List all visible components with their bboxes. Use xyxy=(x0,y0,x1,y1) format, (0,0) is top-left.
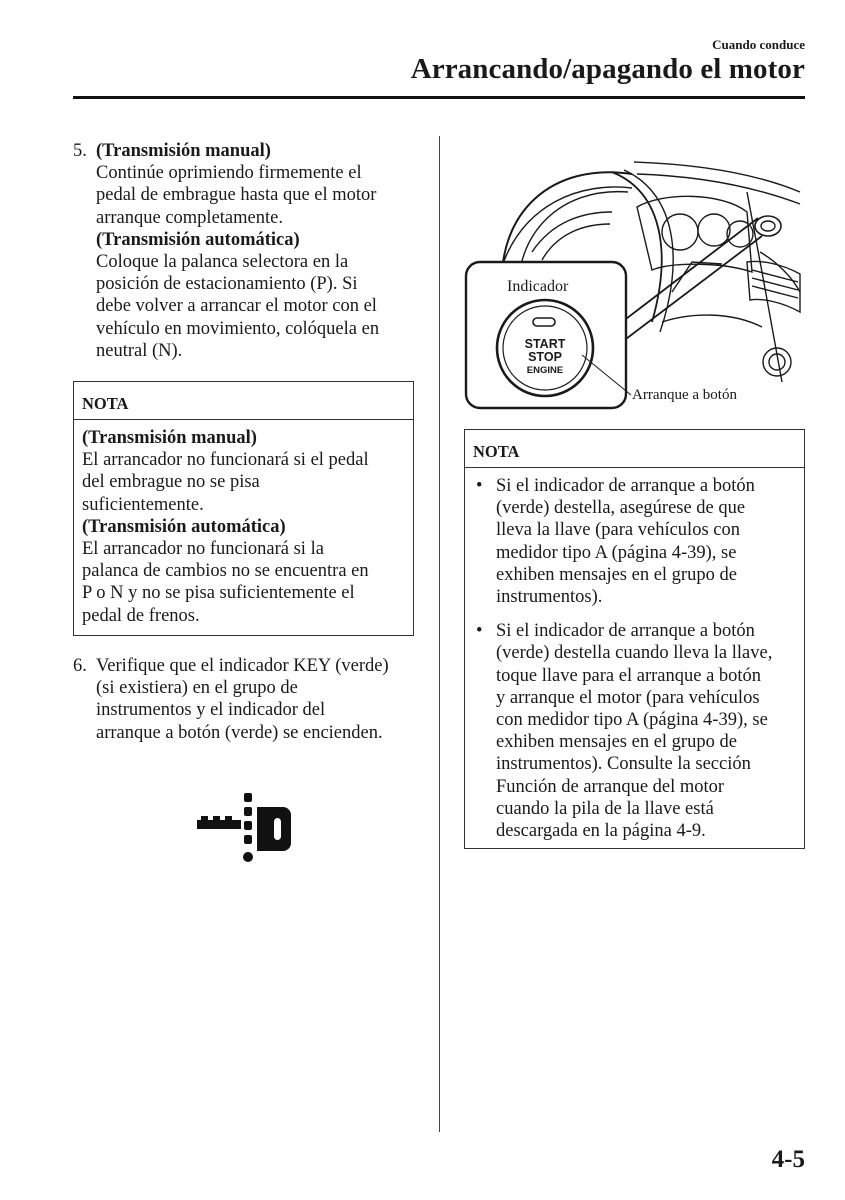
callout-line xyxy=(622,218,758,322)
dashboard-start-button xyxy=(755,216,781,236)
step-5-line: Coloque la palanca selectora en la xyxy=(96,252,349,273)
note-line: (Transmisión manual) xyxy=(82,428,257,448)
note-box xyxy=(73,381,414,636)
column-divider xyxy=(439,136,440,1132)
step-5-line: (Transmisión automática) xyxy=(96,229,300,250)
step-6-line: (si existiera) en el grupo de xyxy=(96,678,298,699)
bullet-dot: • xyxy=(476,621,483,642)
note-line: toque llave para el arranque a botón xyxy=(496,665,762,686)
step-number: 5. xyxy=(73,141,87,161)
note-line: P o N y no se pisa suficientemente el xyxy=(82,583,355,604)
button-text-start: START xyxy=(524,337,566,351)
note-line: (verde) destella, asegúrese de que xyxy=(496,498,746,519)
note-line: Si el indicador de arranque a botón xyxy=(496,621,755,642)
button-text-engine: ENGINE xyxy=(526,365,564,376)
step-5-line: (Transmisión manual) xyxy=(96,141,271,161)
note-line: instrumentos). xyxy=(496,587,603,608)
note-line: lleva la llave (para vehículos con xyxy=(496,520,740,541)
header-divider xyxy=(73,96,805,99)
section-name: Cuando conduce xyxy=(712,37,805,52)
note-line: (Transmisión automática) xyxy=(82,516,286,537)
note-line: exhiben mensajes en el grupo de xyxy=(496,732,737,753)
page-number: 4-5 xyxy=(771,1146,805,1173)
note-body xyxy=(465,468,804,842)
note-line: pedal de frenos. xyxy=(82,605,200,626)
instrument-gauge xyxy=(698,214,730,246)
steering-wheel xyxy=(500,187,632,272)
note-line: con medidor tipo A (página 4-39), se xyxy=(496,710,768,731)
note-line: El arrancador no funcionará si la xyxy=(82,539,324,560)
note-line: del embrague no se pisa xyxy=(82,472,260,493)
start-button-illustration xyxy=(462,152,807,414)
note-line: medidor tipo A (página 4-39), se xyxy=(496,542,737,563)
step-5-line: Continúe oprimiendo firmemente el xyxy=(96,163,362,184)
note-line: palanca de cambios no se encuentra en xyxy=(82,561,369,582)
note-line: cuando la pila de la llave está xyxy=(496,798,714,819)
note-line: exhiben mensajes en el grupo de xyxy=(496,564,737,585)
note-line: y arranque el motor (para vehículos xyxy=(496,687,760,708)
page-title: Arrancando/apagando el motor xyxy=(410,53,805,85)
console xyxy=(662,315,762,327)
step-5-line: arranque completamente. xyxy=(96,207,283,228)
instrument-gauge xyxy=(662,214,698,250)
push-button-label: Arranque a botón xyxy=(632,387,737,403)
step-5-text xyxy=(96,140,396,362)
note-bullet xyxy=(473,620,796,842)
step-6-line: Verifique que el indicador KEY (verde) xyxy=(96,656,389,676)
dashboard xyxy=(634,162,800,192)
step-5-line: vehículo en movimiento, colóquela en xyxy=(96,318,380,339)
note-line: instrumentos). Consulte la sección xyxy=(496,754,751,775)
note-line: descargada en la página 4-9. xyxy=(496,821,706,842)
steering-wheel xyxy=(624,170,673,332)
note-heading: NOTA xyxy=(74,382,413,420)
note-line: El arrancador no funcionará si el pedal xyxy=(82,450,369,471)
note-heading: NOTA xyxy=(465,430,804,468)
bullet-dot: • xyxy=(476,476,483,496)
note-line: suficientemente. xyxy=(82,494,204,515)
note-body xyxy=(74,420,413,627)
note-box xyxy=(464,429,805,849)
button-text-stop: STOP xyxy=(528,350,562,364)
step-5-line: posición de estacionamiento (P). Si xyxy=(96,274,358,295)
step-6-line: arranque a botón (verde) se encienden. xyxy=(96,722,383,743)
instrument-cluster xyxy=(637,196,752,272)
step-6-line: instrumentos y el indicador del xyxy=(96,700,326,721)
note-line: Si el indicador de arranque a botón xyxy=(496,476,755,496)
indicator-label: Indicador xyxy=(507,278,569,295)
step-5-line: debe volver a arrancar el motor con el xyxy=(96,296,377,317)
step-6-text xyxy=(96,655,396,744)
step-5-line: neutral (N). xyxy=(96,340,183,361)
key-indicator-icon xyxy=(193,790,295,868)
note-bullet xyxy=(473,475,796,608)
note-line: Función de arranque del motor xyxy=(496,776,725,797)
step-5-line: pedal de embrague hasta que el motor xyxy=(96,185,377,206)
step-number: 6. xyxy=(73,656,87,676)
callout-line xyxy=(622,236,762,342)
note-line: (verde) destella cuando lleva la llave, xyxy=(496,643,773,664)
indicator-lamp xyxy=(533,318,555,326)
